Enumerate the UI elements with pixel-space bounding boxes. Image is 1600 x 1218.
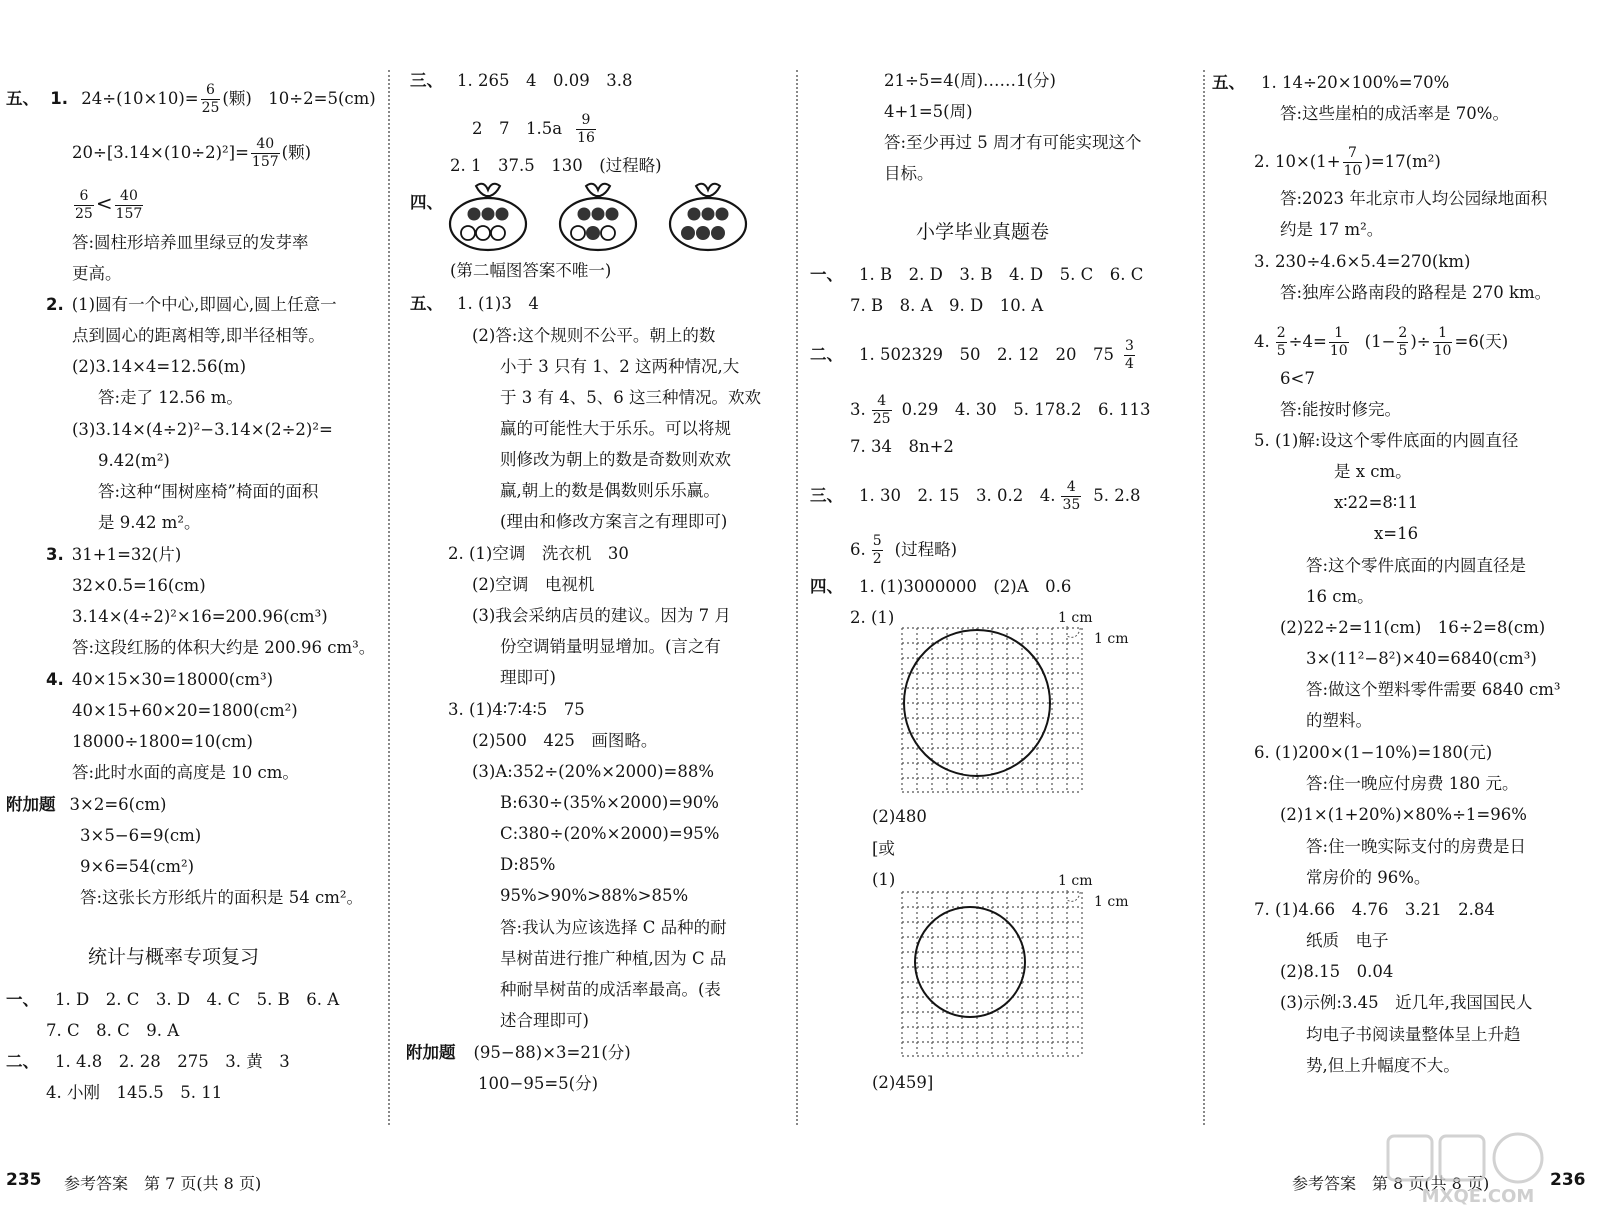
watermark-logo <box>1378 1130 1578 1210</box>
section-title: 小学毕业真题卷 <box>916 221 1050 243</box>
answer-line: 答:圆柱形培养皿里绿豆的发芽率 <box>72 233 309 252</box>
money-bag-icon <box>560 184 636 250</box>
answer-line: 20÷[3.14×(10÷2)²]= $\frac{40}{157}$ (颗) <box>72 136 312 170</box>
answer-line: 6<7 <box>1280 369 1315 388</box>
fraction: $\frac{5}{2}$ <box>872 533 882 567</box>
answer-line: 4. 小刚 145.5 5. 11 <box>46 1083 223 1102</box>
answer-line: (2)22÷2=11(cm) 16÷2=8(cm) <box>1280 618 1546 637</box>
answer-line: 6. $\frac{5}{2}$ (过程略) <box>850 533 958 567</box>
answer-line: 三、 1. 30 2. 15 3. 0.2 4. $\frac{4}{35}$ 5. 2.8 <box>810 479 1141 513</box>
answer-line: 约是 17 m²。 <box>1280 220 1384 239</box>
fraction: $\frac{3}{4}$ <box>1124 338 1134 372</box>
answer-line: 一、 1. B 2. D 3. B 4. D 5. C 6. C <box>810 265 1144 284</box>
answer-line: 答:走了 12.56 m。 <box>98 388 243 407</box>
answer-line: 7. 34 8n+2 <box>850 437 954 456</box>
scale-label: 1 cm <box>1094 894 1129 910</box>
answer-line: (2)500 425 画图略。 <box>472 731 658 750</box>
answer-line: [或 <box>872 839 895 858</box>
section-label: 五、 <box>6 89 39 108</box>
answer-line: 三、 1. 265 4 0.09 3.8 <box>410 71 633 90</box>
answer-line: 3.14×(4÷2)²×16=200.96(cm³) <box>72 607 328 626</box>
watermark-text: MXQE.COM <box>1421 1186 1535 1207</box>
fraction: $\frac{1}{10}$ <box>1433 325 1452 359</box>
answer-line: $\frac{6}{25}$ < $\frac{40}{157}$ <box>75 188 143 222</box>
answer-column-3 <box>806 0 1201 1125</box>
answer-line: 40×15+60×20=1800(cm²) <box>72 701 298 720</box>
section-label: 二、 <box>6 1052 39 1071</box>
answer-line: 点到圆心的距离相等,即半径相等。 <box>72 326 325 345</box>
answer-line: 21÷5=4(周)……1(分) <box>884 71 1056 90</box>
answer-line: x∶22=8∶11 <box>1334 493 1419 512</box>
answer-line: 附加题 3×2=6(cm) <box>6 795 167 814</box>
answer-line: 3. $\frac{4}{25}$ 0.29 4. 30 5. 178.2 6. 113 <box>850 393 1151 427</box>
answer-line: (理由和修改方案言之有理即可) <box>500 512 728 531</box>
answer-line: 常房价的 96%。 <box>1306 868 1431 887</box>
answer-line: B:630÷(35%×2000)=90% <box>500 793 719 812</box>
answer-line: 7. (1)4.66 4.76 3.21 2.84 <box>1254 900 1495 919</box>
answer-line: 答:这个零件底面的内圆直径是 <box>1306 556 1527 575</box>
answer-line: 4. $\frac{2}{5}$ ÷4= $\frac{1}{10}$ (1− $\frac{2}{5}$ )÷ $\frac{1}{10}$ =6(天) <box>1254 325 1509 359</box>
dot-grid-circle-figure <box>900 626 1086 794</box>
answer-line: 100−95=5(分) <box>478 1074 599 1093</box>
scale-label: 1 cm <box>1094 631 1129 647</box>
column-divider <box>1203 70 1205 1125</box>
question-number: 3. <box>46 545 64 564</box>
footer-label-right: 参考答案 第 8 页(共 8 页) <box>1292 1174 1490 1193</box>
answer-line: 3. 230÷4.6×5.4=270(km) <box>1254 252 1471 271</box>
answer-line: 答:这些崖柏的成活率是 70%。 <box>1280 104 1509 123</box>
answer-line: 答:这张长方形纸片的面积是 54 cm²。 <box>80 888 364 907</box>
answer-line: 32×0.5=16(cm) <box>72 576 206 595</box>
answer-line: (2)480 <box>872 807 927 826</box>
answer-line: 是 x cm。 <box>1334 462 1412 481</box>
answer-line: 份空调销量明显增加。(言之有 <box>500 637 721 656</box>
fraction: $\frac{4}{35}$ <box>1062 479 1081 513</box>
answer-line: 4. 40×15×30=18000(cm³) <box>46 670 274 689</box>
question-number: 1. <box>50 89 68 108</box>
answer-line: (第二幅图答案不唯一) <box>450 261 612 280</box>
money-bag-icon <box>450 184 526 250</box>
answer-line: 赢的可能性大于乐乐。可以将规 <box>500 419 731 438</box>
question-number: 2. <box>46 295 64 314</box>
answer-line: 4+1=5(周) <box>884 102 973 121</box>
answer-line: 是 9.42 m²。 <box>98 513 201 532</box>
answer-line: 势,但上升幅度不大。 <box>1306 1056 1460 1075</box>
answer-line: (3)3.14×(4÷2)²−3.14×(2÷2)²= <box>72 420 333 439</box>
fraction: $\frac{7}{10}$ <box>1343 145 1362 179</box>
money-bag-icon <box>670 184 746 250</box>
page-number-right: 236 <box>1550 1170 1586 1190</box>
section-label: 三、 <box>410 71 443 90</box>
answer-line: 2 7 1.5a $\frac{9}{16}$ <box>472 112 595 146</box>
answer-line: D:85% <box>500 855 556 874</box>
section-label: 二、 <box>810 345 843 364</box>
answer-line: 则修改为朝上的数是奇数则欢欢 <box>500 450 731 469</box>
answer-line: (2)空调 电视机 <box>472 575 595 594</box>
answer-line: 更高。 <box>72 264 122 283</box>
bonus-label: 附加题 <box>6 795 56 814</box>
answer-line: (2)8.15 0.04 <box>1280 962 1394 981</box>
column-divider <box>388 70 390 1125</box>
answer-line: 3. (1)4∶7∶4∶5 75 <box>448 700 585 719</box>
answer-column-2 <box>402 0 792 1125</box>
section-label: 一、 <box>6 990 39 1009</box>
answer-line: 答:做这个塑料零件需要 6840 cm³ <box>1306 680 1561 699</box>
answer-line: 赢,朝上的数是偶数则乐乐赢。 <box>500 481 720 500</box>
answer-line: 9.42(m²) <box>98 451 170 470</box>
section-label: 四、 <box>810 577 843 596</box>
section-label: 四、 <box>410 193 443 212</box>
answer-line: 3×5−6=9(cm) <box>80 826 202 845</box>
answer-line: 五、 1. (1)3 4 <box>410 294 539 313</box>
answer-line: 一、 1. D 2. C 3. D 4. C 5. B 6. A <box>6 990 340 1009</box>
answer-line: 18000÷1800=10(cm) <box>72 732 253 751</box>
section-label: 一、 <box>810 265 843 284</box>
answer-line: 的塑料。 <box>1306 711 1372 730</box>
answer-line: 答:能按时修完。 <box>1280 400 1402 419</box>
answer-line: 答:我认为应该选择 C 品种的耐 <box>500 918 727 937</box>
answer-line: 答:至少再过 5 周才有可能实现这个 <box>884 133 1142 152</box>
answer-line: 答:2023 年北京市人均公园绿地面积 <box>1280 189 1548 208</box>
answer-line: 二、 1. 4.8 2. 28 275 3. 黄 3 <box>6 1052 290 1071</box>
answer-line: (2)1×(1+20%)×80%÷1=96% <box>1280 805 1527 824</box>
answer-line: 95%>90%>88%>85% <box>500 886 689 905</box>
footer-label-left: 参考答案 第 7 页(共 8 页) <box>64 1174 262 1193</box>
dot-grid-circle-figure <box>900 890 1086 1058</box>
answer-line: 答:这种“围树座椅”椅面的面积 <box>98 482 319 501</box>
money-bags-figure <box>446 180 776 252</box>
answer-line: 二、 1. 502329 50 2. 12 20 75 $\frac{3}{4}$ <box>810 338 1134 372</box>
answer-line: 均电子书阅读量整体呈上升趋 <box>1306 1025 1521 1044</box>
fraction: $\frac{40}{157}$ <box>115 188 143 222</box>
section-label: 五、 <box>410 294 443 313</box>
answer-line: 2. 10×(1+ $\frac{7}{10}$ )=17(m²) <box>1254 145 1441 179</box>
answer-line: 于 3 有 4、5、6 这三种情况。欢欢 <box>500 388 761 407</box>
scale-label: 1 cm <box>1058 610 1093 626</box>
answer-line: 答:此时水面的高度是 10 cm。 <box>72 763 299 782</box>
scale-label: 1 cm <box>1058 873 1093 889</box>
answer-line: 附加题 (95−88)×3=21(分) <box>406 1043 631 1062</box>
equation-text: 24÷(10×10)= <box>81 89 199 108</box>
answer-column-4 <box>1210 0 1600 1125</box>
answer-line: C:380÷(20%×2000)=95% <box>500 824 720 843</box>
answer-line: 五、 1. 14÷20×100%=70% <box>1212 73 1450 92</box>
answer-line: 小于 3 只有 1、2 这两种情况,大 <box>500 357 740 376</box>
equation-text: (颗) 10÷2=5(cm) <box>222 89 376 108</box>
fraction: $\frac{6}{25}$ <box>201 82 220 116</box>
answer-line: 7. B 8. A 9. D 10. A <box>850 296 1044 315</box>
answer-line: 3. 31+1=32(片) <box>46 545 182 564</box>
answer-line <box>410 192 443 214</box>
answer-line: x=16 <box>1374 524 1419 543</box>
fraction: $\frac{40}{157}$ <box>251 136 279 170</box>
answer-line: 7. C 8. C 9. A <box>46 1021 180 1040</box>
answer-line: 9×6=54(cm²) <box>80 857 195 876</box>
answer-line: 6. (1)200×(1−10%)=180(元) <box>1254 743 1493 762</box>
fraction: $\frac{4}{25}$ <box>872 393 891 427</box>
answer-line: (3)我会采纳店员的建议。因为 7 月 <box>472 606 731 625</box>
section-title: 统计与概率专项复习 <box>88 946 260 968</box>
answer-line: 答:独库公路南段的路程是 270 km。 <box>1280 283 1552 302</box>
question-number: 4. <box>46 670 64 689</box>
answer-line: (1) <box>872 870 896 889</box>
fraction: $\frac{1}{10}$ <box>1329 325 1348 359</box>
fraction: $\frac{6}{25}$ <box>75 188 93 222</box>
fraction: $\frac{2}{5}$ <box>1398 325 1408 359</box>
answer-line: 5. (1)解:设这个零件底面的内圆直径 <box>1254 431 1519 450</box>
answer-line: 16 cm。 <box>1306 587 1374 606</box>
fraction: $\frac{2}{5}$ <box>1276 325 1286 359</box>
answer-line: (2)3.14×4=12.56(m) <box>72 357 247 376</box>
answer-line: 述合理即可) <box>500 1011 589 1030</box>
page-number-left: 235 <box>6 1170 42 1190</box>
section-label: 三、 <box>810 486 843 505</box>
answer-line: 四、 1. (1)3000000 (2)A 0.6 <box>810 577 1072 596</box>
answer-line: (2)459] <box>872 1073 934 1092</box>
answer-line <box>6 82 376 117</box>
answer-line: 2. (1) <box>850 608 895 627</box>
column-divider <box>796 70 798 1125</box>
section-label: 五、 <box>1212 73 1245 92</box>
answer-line: (2)答:这个规则不公平。朝上的数 <box>472 326 716 345</box>
answer-line: 答:这段红肠的体积大约是 200.96 cm³。 <box>72 638 376 657</box>
answer-line: (3)示例:3.45 近几年,我国国民人 <box>1280 993 1533 1012</box>
bonus-label: 附加题 <box>406 1043 456 1062</box>
answer-line: 2. (1)圆有一个中心,即圆心,圆上任意一 <box>46 295 337 314</box>
answer-line: 理即可) <box>500 668 556 687</box>
answer-line: (3)A:352÷(20%×2000)=88% <box>472 762 715 781</box>
answer-line: 3×(11²−8²)×40=6840(cm³) <box>1306 649 1537 668</box>
answer-line: 目标。 <box>884 164 934 183</box>
answer-column-1 <box>0 0 386 1125</box>
fraction: $\frac{9}{16}$ <box>577 112 595 146</box>
answer-line: 答:住一晚实际支付的房费是日 <box>1306 837 1527 856</box>
answer-line: 2. (1)空调 洗衣机 30 <box>448 544 629 563</box>
answer-line: 纸质 电子 <box>1306 931 1389 950</box>
answer-line: 种耐旱树苗的成活率最高。(表 <box>500 980 721 999</box>
answer-line: 旱树苗进行推广种植,因为 C 品 <box>500 949 727 968</box>
answer-line: 答:住一晚应付房费 180 元。 <box>1306 774 1519 793</box>
answer-line: 2. 1 37.5 130 (过程略) <box>450 156 662 175</box>
